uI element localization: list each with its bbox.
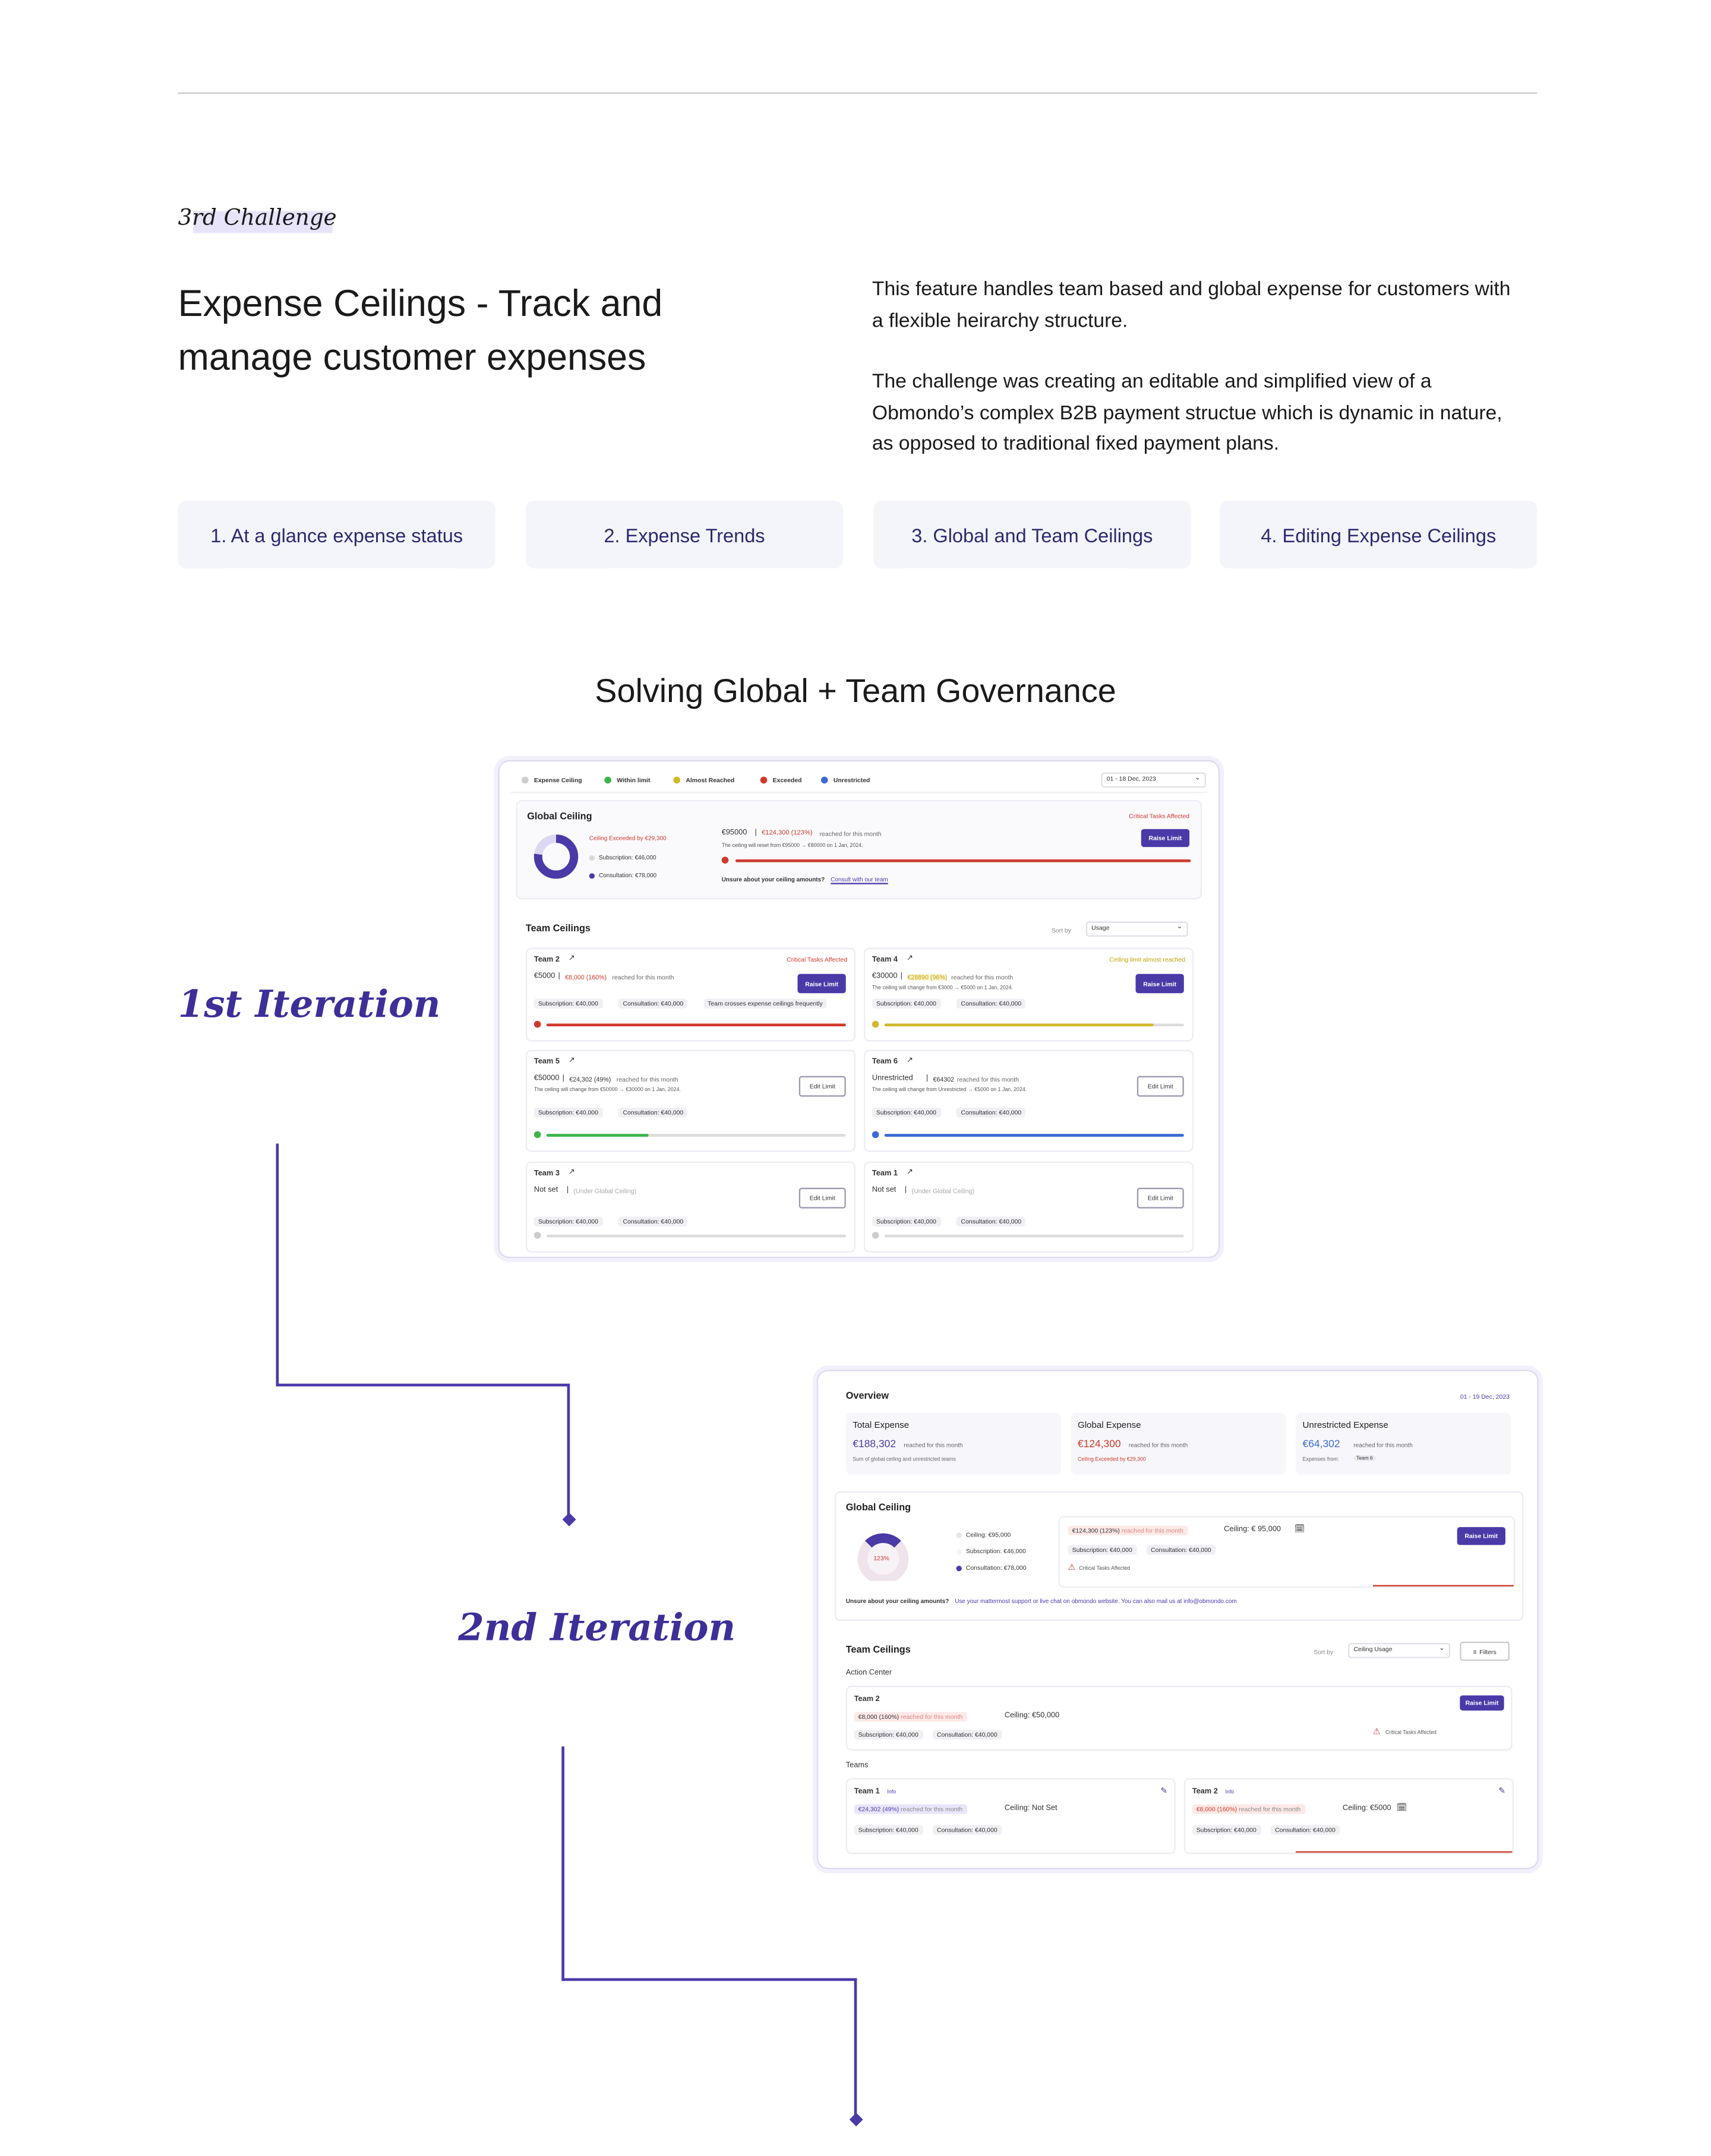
stat-suffix: reached for this month (1353, 1440, 1413, 1448)
global-subscription: Subscription: €46,000 (599, 853, 656, 861)
action-center-team-card (846, 1686, 1513, 1750)
tab-at-a-glance[interactable]: 1. At a glance expense status (178, 501, 495, 568)
connector-arrow-icon (849, 2113, 863, 2126)
consultation-pill: Consultation: €40,000 (933, 1825, 1002, 1835)
connector-line (561, 1746, 564, 1981)
edit-icon[interactable]: ✎ (1160, 1788, 1167, 1797)
gauge-percent: 123% (873, 1554, 889, 1562)
team-progress-fill (547, 1134, 648, 1137)
stat-label: Global Expense (1077, 1421, 1141, 1431)
global-reset-note: The ceiling will reset from €95000 → €80000 on 1 Jan, 2024. (721, 843, 863, 849)
description (872, 274, 1521, 460)
edit-limit-button[interactable]: Edit Limit (1137, 1076, 1184, 1097)
subscription-pill: Subscription: €40,000 (1192, 1825, 1261, 1835)
critical-tasks-label: Critical Tasks Affected (1079, 1566, 1131, 1572)
filter-icon: ≡ (1473, 1648, 1477, 1655)
global-critical-label: Critical Tasks Affected (1129, 813, 1190, 820)
external-link-icon[interactable]: ↗ (568, 954, 575, 963)
team-reached: (Under Global Ceiling) (911, 1187, 975, 1194)
team-progress-fill (885, 1023, 1154, 1026)
team-reached-badge (1192, 1804, 1305, 1814)
ceiling-dot (956, 1532, 962, 1538)
team-card (864, 1162, 1194, 1253)
critical-tasks-label: Critical Tasks Affected (1385, 1730, 1437, 1735)
separator: | (562, 1074, 565, 1083)
team-card (864, 1049, 1194, 1152)
team-pill: Consultation: €40,000 (957, 999, 1026, 1009)
team-pill: Subscription: €40,000 (872, 1217, 940, 1226)
separator: | (558, 972, 560, 981)
iteration-1-label: 1st Iteration (178, 984, 441, 1027)
team-status-label: Ceiling limit almost reached (1109, 956, 1186, 963)
sort-select[interactable]: Ceiling Usage ⌄ (1348, 1643, 1450, 1658)
status-icon (872, 1021, 879, 1028)
team-status-label: Critical Tasks Affected (787, 956, 848, 963)
connector-arrow-icon (561, 1513, 575, 1526)
status-icon (872, 1131, 879, 1139)
team-name[interactable]: Team 5 (533, 1058, 560, 1067)
connector-line (854, 1978, 857, 2116)
global-ceiling-card (516, 800, 1202, 899)
subscription-dot (589, 855, 595, 861)
description-paragraph-1: This feature handles team based and global expense for customers with a flexible heirarchy structure. (872, 279, 1511, 332)
overview-date: 01 - 19 Dec, 2023 (1460, 1393, 1510, 1401)
team-card (846, 1778, 1176, 1854)
team-pill: Consultation: €40,000 (619, 1108, 688, 1117)
edit-limit-button[interactable]: Edit Limit (1137, 1188, 1184, 1209)
chevron-down-icon: ⌄ (1176, 922, 1183, 931)
raise-limit-button[interactable]: Raise Limit (1457, 1527, 1505, 1545)
team-pill: Subscription: €40,000 (534, 1217, 602, 1226)
global-reached-suffix: reached for this month (819, 830, 882, 837)
date-range-select[interactable]: 01 - 18 Dec, 2023 ⌄ (1101, 773, 1206, 788)
team-reached: €24,302 (49%) (858, 1806, 899, 1813)
team-name[interactable]: Team 1 (872, 1169, 898, 1178)
stat-card (1296, 1412, 1511, 1475)
global-consultation: Consultation: €78,000 (599, 871, 657, 879)
edit-icon[interactable]: ✎ (1498, 1788, 1505, 1797)
legend-item: Exceeded (772, 776, 802, 784)
team-info-link[interactable]: Info (887, 1789, 896, 1795)
team-reached-suffix: reached for this month (616, 1075, 678, 1083)
stat-note: Sum of global ceiling and unrestricted teams (853, 1456, 956, 1462)
description-paragraph-2: The challenge was creating an editable and simplified view of a Obmondo’s complex B2B payment structue which is dynamic in nature, as opposed to traditional fixed payment plans. (872, 371, 1502, 456)
legend-dot-exceeded (760, 777, 768, 784)
team-ceilings-title: Team Ceilings (845, 1645, 911, 1656)
status-icon (534, 1131, 541, 1139)
team-ceiling-note: The ceiling will change from Unrestricted → €5000 on 1 Jan, 2024. (872, 1087, 1027, 1093)
team-ceiling-note: The ceiling will change from €50000 → €30000 on 1 Jan, 2024. (533, 1087, 681, 1093)
team-card (864, 948, 1194, 1042)
team-reached-badge: €8,000 (160%) reached for this month (854, 1712, 967, 1721)
stat-value: €188,302 (853, 1437, 896, 1450)
legend-item: Within limit (617, 776, 651, 784)
connector-line (276, 1143, 279, 1384)
team-ceiling-value: Ceiling: €50,000 (1004, 1712, 1060, 1721)
team-ceiling-amount: €30000 (872, 972, 898, 981)
subscription-pill: Subscription: €40,000 (1068, 1545, 1137, 1554)
challenge-label: 3rd Challenge (178, 204, 337, 230)
consult-link[interactable]: Consult with our team (831, 875, 888, 883)
tab-editing-ceilings[interactable]: 4. Editing Expense Ceilings (1220, 501, 1537, 568)
stat-label: Total Expense (853, 1421, 910, 1431)
global-progress-fill (1373, 1585, 1514, 1586)
raise-limit-button[interactable]: Raise Limit (1135, 974, 1183, 994)
status-icon (872, 1232, 879, 1239)
team-ceiling-amount: Not set (533, 1186, 558, 1195)
team-ceilings-title: Team Ceilings (525, 924, 591, 934)
team-name[interactable]: Team 4 (872, 956, 898, 965)
team-progress-bar (885, 1134, 1184, 1137)
legend-item: Expense Ceiling (533, 776, 582, 784)
global-detail-panel (1058, 1516, 1515, 1588)
team-reached-suffix: reached for this month (1239, 1806, 1301, 1813)
team-progress-bar (885, 1023, 1184, 1026)
page-title (178, 277, 663, 385)
tab-expense-trends[interactable]: 2. Expense Trends (526, 501, 843, 568)
team-pill: Subscription: €40,000 (872, 1108, 940, 1117)
global-reached: €124,300 (123%) (762, 830, 813, 837)
team-reached-suffix: reached for this month (951, 973, 1014, 981)
team-pill: Subscription: €40,000 (872, 999, 940, 1009)
team-reached: €28890 (96%) (907, 973, 948, 981)
overview-title: Overview (845, 1392, 889, 1402)
team-pill: Consultation: €40,000 (957, 1108, 1026, 1117)
unsure-text: Unsure about your ceiling amounts? (845, 1597, 949, 1605)
external-link-icon[interactable]: ↗ (906, 1168, 913, 1177)
team-card (526, 1162, 856, 1253)
separator: | (566, 1186, 569, 1195)
raise-limit-button[interactable]: Raise Limit (797, 974, 845, 994)
warning-icon: ⚠ (1068, 1564, 1076, 1573)
team-reached: €64302 (933, 1075, 955, 1083)
gauge-subscription: Subscription: €46,000 (965, 1547, 1026, 1555)
stat-card (846, 1412, 1061, 1475)
connector-line (561, 1978, 857, 1981)
teams-label: Teams (845, 1761, 869, 1770)
sort-label: Sort by (1314, 1648, 1334, 1656)
global-ceiling-title: Global Ceiling (527, 813, 592, 823)
team-reached-suffix: reached for this month (901, 1806, 963, 1813)
team-progress-fill (1296, 1851, 1513, 1852)
raise-limit-button[interactable]: Raise Limit (1141, 829, 1189, 847)
chevron-down-icon: ⌄ (1194, 773, 1201, 782)
team-reached: €8,000 (160%) (565, 973, 607, 981)
separator: | (904, 1186, 907, 1195)
tab-global-team-ceilings[interactable]: 3. Global and Team Ceilings (873, 501, 1191, 568)
global-ceiling-amount: €95000 (721, 829, 747, 837)
team-reached-badge (854, 1804, 967, 1814)
global-progress-bar (735, 859, 1191, 862)
consultation-pill: Consultation: €40,000 (1271, 1825, 1340, 1835)
status-icon (534, 1232, 541, 1239)
team-ceiling-amount: €5000 (533, 972, 555, 981)
team-reached: €24,302 (49%) (569, 1075, 611, 1083)
global-ceiling-title: Global Ceiling (845, 1503, 911, 1513)
chevron-down-icon: ⌄ (1439, 1644, 1445, 1653)
team-card (526, 1049, 856, 1152)
stat-label: Unrestricted Expense (1302, 1421, 1388, 1431)
global-reached-badge: €124,300 (123%) reached for this month (1068, 1526, 1188, 1535)
team-progress-bar (547, 1023, 846, 1026)
exceeded-status-icon (722, 856, 729, 864)
consultation-dot (956, 1566, 962, 1571)
help-text: Use your mattermost support or live chat on obmondo website. You can also mail us at info@obmondo.com (955, 1597, 1237, 1605)
iteration-2-screenshot (817, 1370, 1539, 1869)
global-progress-fill (735, 859, 1191, 862)
connector-line (276, 1384, 570, 1387)
team-pill: Consultation: €40,000 (957, 1217, 1026, 1226)
ceiling-exceeded-label: Ceiling Exceeded by €29,300 (589, 834, 667, 842)
subscription-dot (956, 1549, 962, 1554)
consultation-dot (589, 873, 595, 878)
edit-limit-button[interactable]: Edit Limit (799, 1188, 846, 1209)
section-title: Solving Global + Team Governance (595, 673, 1116, 711)
team-card (526, 948, 856, 1042)
iteration-1-screenshot (498, 760, 1220, 1258)
edit-limit-button[interactable]: Edit Limit (799, 1076, 846, 1097)
global-ceiling-card-v2 (835, 1491, 1523, 1621)
subscription-pill: Subscription: €40,000 (854, 1825, 923, 1835)
page-title-line-2: manage customer expenses (178, 336, 646, 378)
legend-bar (510, 770, 1207, 793)
team-progress-bar (547, 1235, 846, 1238)
team-reached: (Under Global Ceiling) (573, 1187, 637, 1194)
legend-dot-unrestricted (821, 777, 828, 784)
stat-value: €124,300 (1077, 1437, 1121, 1450)
stat-note: Ceiling Exceeded by €29,300 (1077, 1456, 1146, 1462)
subscription-pill: Subscription: €40,000 (854, 1730, 923, 1740)
team-ceiling-amount: Not set (872, 1186, 896, 1195)
iteration-2-label: 2nd Iteration (458, 1607, 736, 1650)
legend-item: Unrestricted (833, 776, 870, 784)
team-pill: Consultation: €40,000 (619, 999, 688, 1009)
raise-limit-button[interactable]: Raise Limit (1460, 1695, 1504, 1711)
team-reached: €8,000 (160%) (1196, 1806, 1238, 1813)
external-link-icon[interactable]: ↗ (568, 1057, 575, 1066)
team-ceiling-value: Ceiling: €5000 (1342, 1804, 1391, 1813)
legend-dot-almost (673, 777, 680, 784)
external-link-icon[interactable]: ↗ (568, 1168, 575, 1177)
sort-select[interactable]: Usage ⌄ (1086, 921, 1188, 937)
stat-suffix: reached for this month (904, 1440, 963, 1448)
stat-value: €64,302 (1302, 1437, 1340, 1450)
team-reached-suffix: reached for this month (956, 1075, 1019, 1083)
legend-dot-ceiling (522, 777, 529, 784)
team-name[interactable]: Team 2 (1192, 1788, 1218, 1797)
team-progress-bar (885, 1235, 1184, 1238)
team-name[interactable]: Team 1 (854, 1788, 880, 1797)
team-progress-fill (547, 1023, 846, 1026)
separator: | (755, 829, 757, 837)
top-divider (178, 93, 1538, 94)
team-name[interactable]: Team 2 (533, 956, 560, 965)
team-ceiling-value: Ceiling: Not Set (1004, 1804, 1057, 1813)
team-info-link[interactable]: Info (1225, 1789, 1235, 1795)
team-progress-fill (885, 1134, 1184, 1137)
stat-suffix: reached for this month (1128, 1440, 1188, 1448)
action-center-label: Action Center (845, 1669, 892, 1678)
team-progress-bar (547, 1134, 846, 1137)
team-reached-suffix: reached for this month (612, 973, 674, 981)
external-link-icon[interactable]: ↗ (906, 954, 913, 963)
legend-item: Almost Reached (686, 776, 735, 784)
team-name[interactable]: Team 6 (872, 1058, 898, 1067)
team-card (1184, 1778, 1514, 1854)
consultation-pill: Consultation: €40,000 (1147, 1545, 1216, 1554)
calendar-icon: 🗓 (1396, 1804, 1407, 1813)
team-name[interactable]: Team 3 (533, 1169, 560, 1178)
warning-icon: ⚠ (1372, 1728, 1381, 1737)
unsure-text: Unsure about your ceiling amounts? (721, 875, 825, 883)
calendar-icon: 🗓 (1294, 1525, 1305, 1534)
sort-label: Sort by (1051, 927, 1071, 934)
gauge-consultation: Consultation: €78,000 (965, 1564, 1027, 1572)
team-pill: Team crosses expense ceilings frequently (703, 999, 826, 1009)
page-title-line-1: Expense Ceilings - Track and (178, 283, 663, 324)
team-ceiling-amount: Unrestricted (872, 1074, 913, 1083)
legend-dot-within (604, 777, 611, 784)
team-pill: Subscription: €40,000 (534, 1108, 602, 1117)
gauge-ceiling-legend: Ceiling: €95,000 (965, 1531, 1011, 1538)
global-donut-chart (531, 832, 581, 882)
team-ceiling-amount: €50000 (533, 1074, 560, 1083)
global-ceiling-value: Ceiling: € 95,000 (1224, 1525, 1281, 1534)
stat-badge: Team 6 (1353, 1455, 1375, 1460)
team-pill: Subscription: €40,000 (534, 999, 602, 1009)
team-name: Team 2 (854, 1695, 880, 1704)
separator: | (900, 972, 903, 981)
status-icon (534, 1021, 541, 1028)
external-link-icon[interactable]: ↗ (906, 1057, 913, 1066)
stat-note: Expenses from: (1302, 1456, 1339, 1462)
connector-line (567, 1384, 570, 1519)
filters-button[interactable]: ≡ Filters (1460, 1642, 1510, 1661)
team-ceiling-note: The ceiling will change from €3000 → €5000 on 1 Jan, 2024. (872, 985, 1014, 991)
team-pill: Consultation: €40,000 (619, 1217, 688, 1226)
consultation-pill: Consultation: €40,000 (933, 1730, 1002, 1740)
stat-card (1071, 1412, 1286, 1475)
separator: | (926, 1074, 929, 1083)
